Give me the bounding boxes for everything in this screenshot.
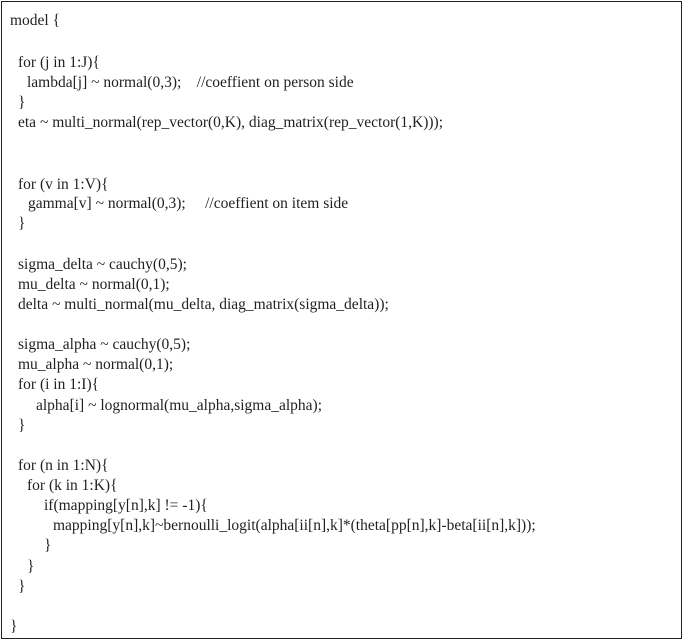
code-line: } xyxy=(18,215,26,232)
code-line: lambda[j] ~ normal(0,3); //coeffient on person side xyxy=(27,74,354,91)
code-line: mapping[y[n],k]~bernoulli_logit(alpha[ii[n],k]*(theta[pp[n],k]-beta[ii[n],k])); xyxy=(53,517,536,534)
code-line: mu_alpha ~ normal(0,1); xyxy=(18,356,174,373)
code-line: for (i in 1:I){ xyxy=(18,376,100,393)
code-line: gamma[v] ~ normal(0,3); //coeffient on item side xyxy=(28,195,349,212)
code-line: } xyxy=(10,618,18,635)
code-line: mu_delta ~ normal(0,1); xyxy=(18,276,170,293)
code-line: } xyxy=(44,537,52,554)
code-line: for (j in 1:J){ xyxy=(18,54,100,71)
code-line: } xyxy=(18,94,26,111)
code-line: alpha[i] ~ lognormal(mu_alpha,sigma_alpha); xyxy=(36,397,323,414)
code-line: sigma_delta ~ cauchy(0,5); xyxy=(18,256,187,273)
code-line: sigma_alpha ~ cauchy(0,5); xyxy=(18,336,191,353)
code-line: for (v in 1:V){ xyxy=(18,176,109,193)
code-line: eta ~ multi_normal(rep_vector(0,K), diag_matrix(rep_vector(1,K))); xyxy=(18,114,444,131)
code-line: if(mapping[y[n],k] != -1){ xyxy=(44,497,208,514)
code-line: } xyxy=(27,558,35,575)
code-box xyxy=(1,1,682,639)
code-line: model { xyxy=(10,12,61,29)
code-line: for (k in 1:K){ xyxy=(27,477,118,494)
code-line: for (n in 1:N){ xyxy=(18,457,109,474)
code-line: } xyxy=(18,578,26,595)
code-line: } xyxy=(18,417,26,434)
code-line: delta ~ multi_normal(mu_delta, diag_matrix(sigma_delta)); xyxy=(18,296,389,313)
